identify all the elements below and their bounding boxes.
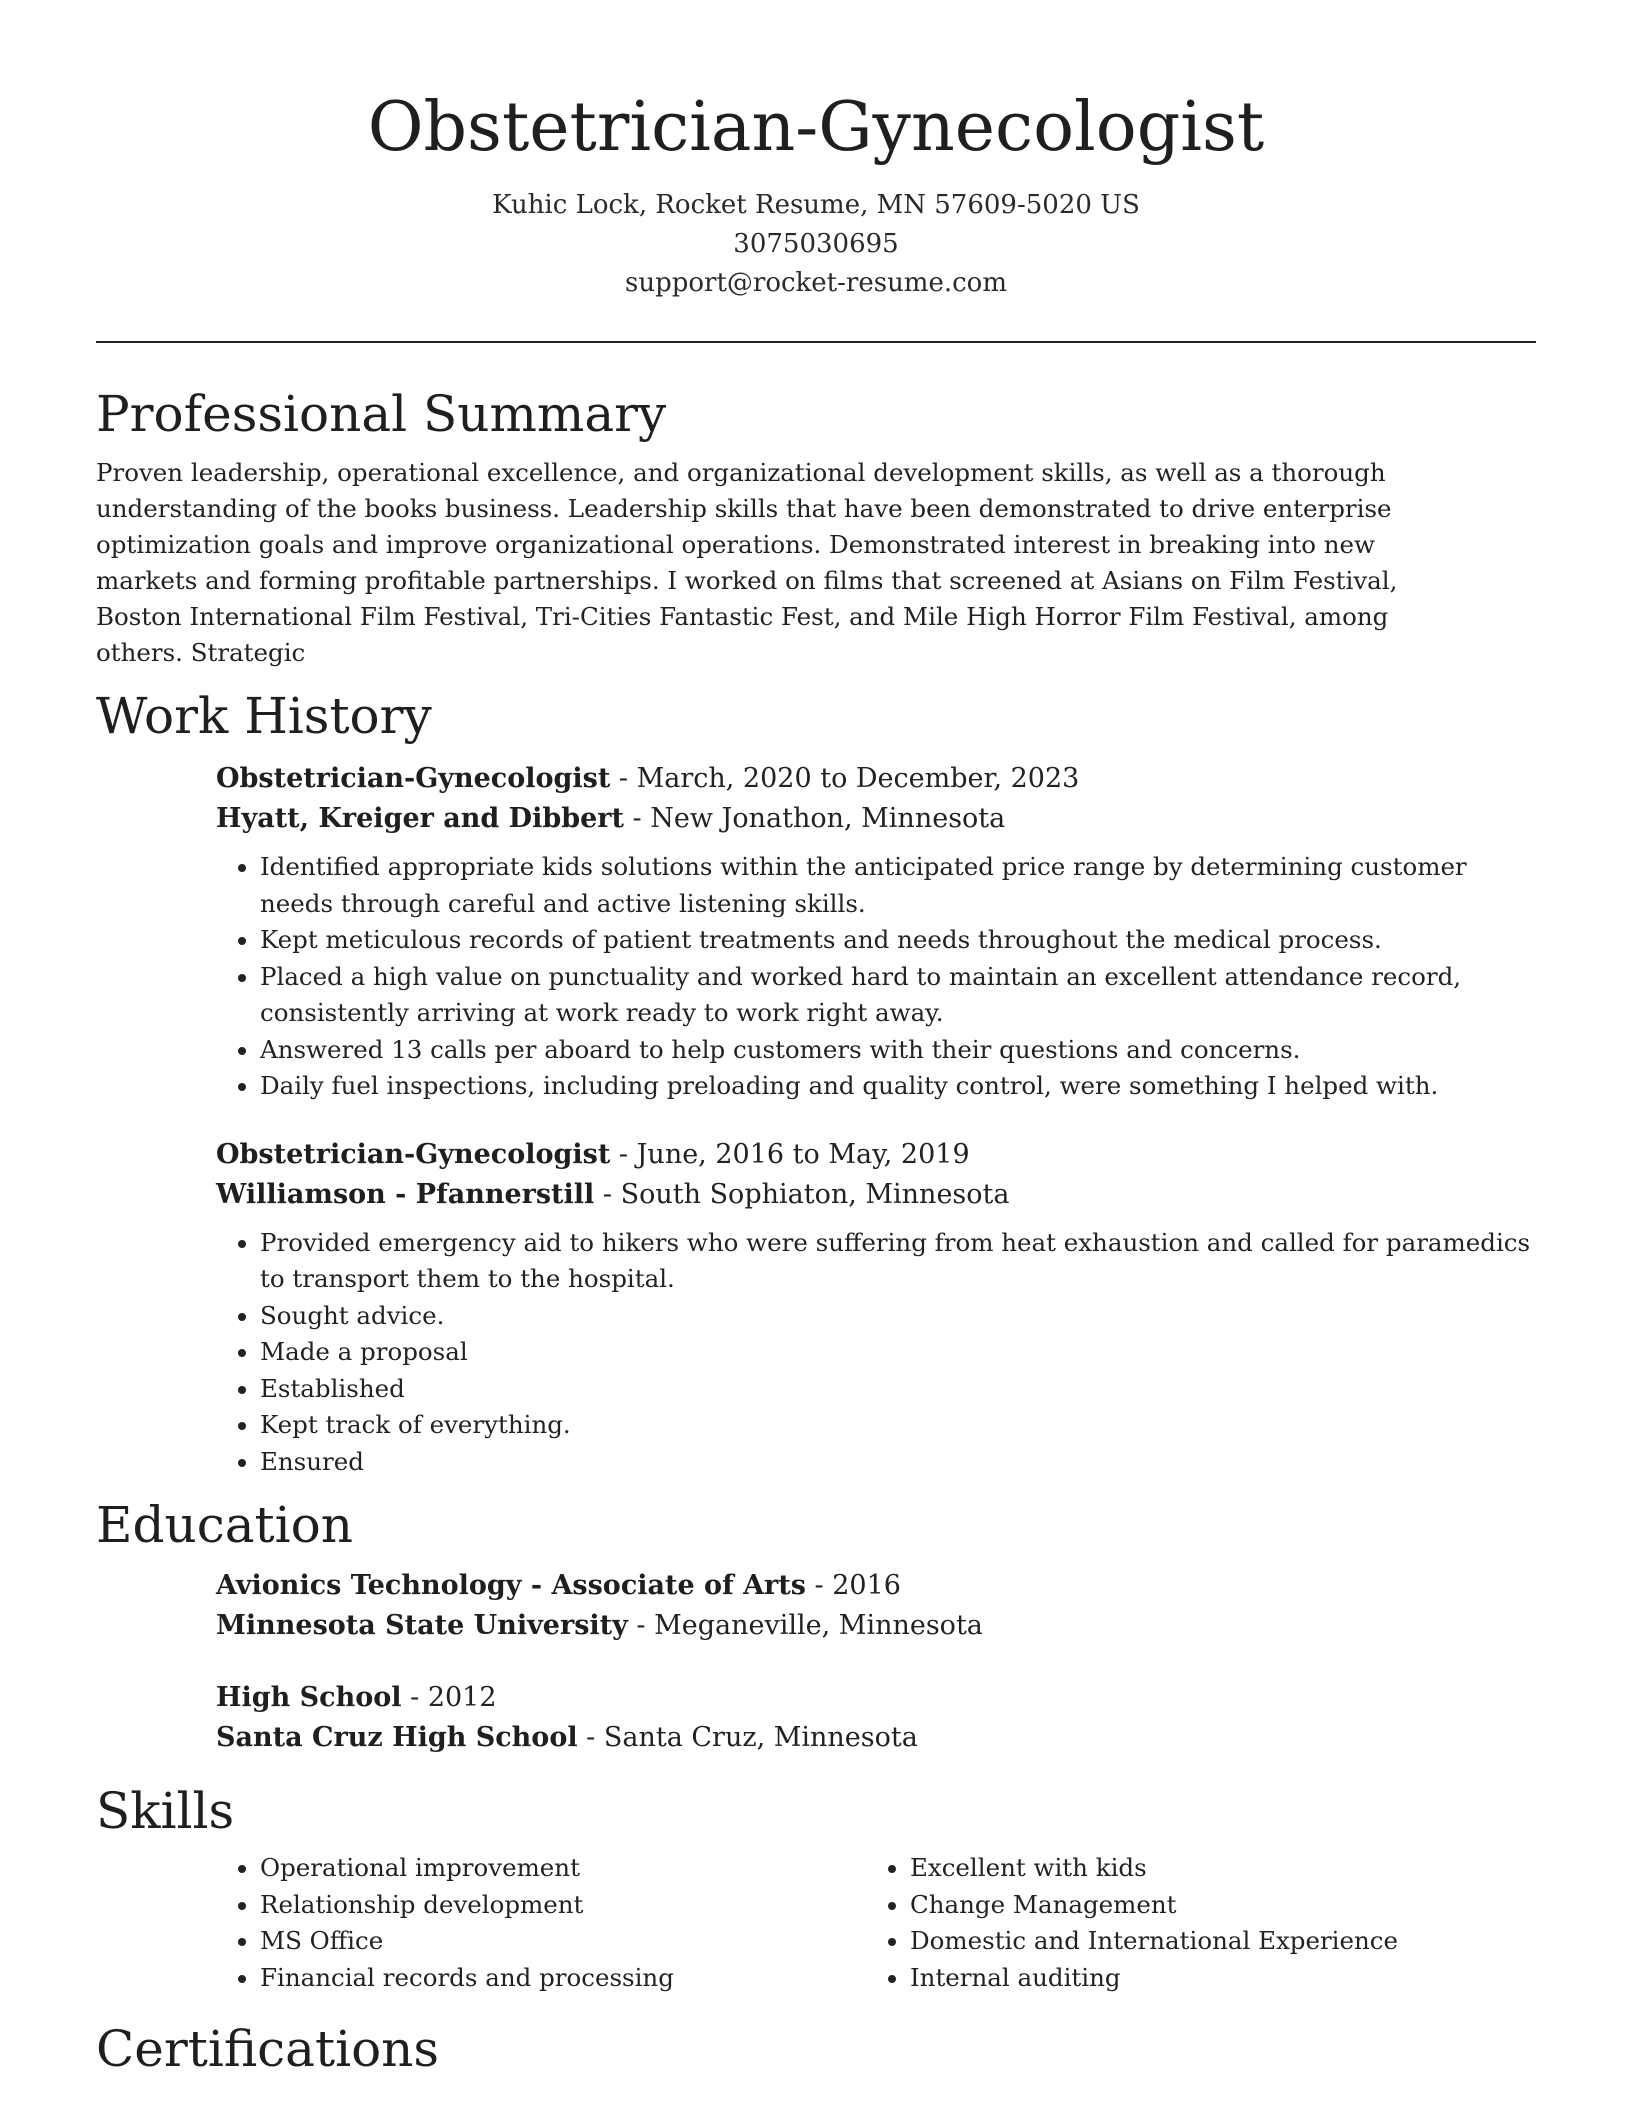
certifications-section (96, 2018, 1536, 2080)
education-school: Santa Cruz High School (216, 1722, 578, 1753)
job-bullet: • Kept meticulous records of patient treatments and needs throughout the medical process. (260, 922, 1536, 959)
job-bullet: • Ensured (260, 1444, 1536, 1481)
education-degree-line (216, 1678, 1536, 1718)
job-bullets (216, 849, 1536, 1105)
job-title-line (216, 759, 1536, 799)
job-bullet: • Identified appropriate kids solutions within the anticipated price range by determining customer needs through careful and active listening skills. (260, 849, 1536, 922)
education-school: Minnesota State University (216, 1610, 628, 1641)
summary-heading: Professional Summary (96, 385, 667, 443)
education-school-line (216, 1718, 1536, 1758)
education-school-line (216, 1606, 1536, 1646)
contact-phone: 3075030695 (733, 229, 899, 259)
job-title-line (216, 1135, 1536, 1175)
job-company: Williamson - Pfannerstill (216, 1178, 595, 1210)
job-entry (216, 759, 1536, 1105)
education-degree-line (216, 1566, 1536, 1606)
candidate-name: Obstetrician-Gynecologist (367, 88, 1265, 167)
education-entry (216, 1566, 1536, 1646)
job-dates: - June, 2016 to May, 2019 (610, 1138, 970, 1170)
job-company: Hyatt, Kreiger and Dibbert (216, 803, 624, 834)
certifications-heading: Certifications (96, 2020, 440, 2078)
skill-item: • Excellent with kids (910, 1850, 1516, 1887)
job-bullet: • Sought advice. (260, 1298, 1536, 1335)
skills-heading: Skills (96, 1782, 235, 1840)
contact-address: Kuhic Lock, Rocket Resume, MN 57609-5020 US (492, 190, 1140, 220)
work-section (96, 685, 1536, 1480)
education-location: - Meganeville, Minnesota (627, 1610, 983, 1641)
skills-list (216, 1850, 866, 1996)
work-heading: Work History (96, 687, 432, 745)
skills-list (866, 1850, 1516, 1996)
job-role: Obstetrician-Gynecologist (216, 763, 611, 794)
skills-section (96, 1780, 1536, 1996)
resume-header (96, 0, 1536, 303)
job-location: - South Sophiaton, Minnesota (594, 1178, 1010, 1210)
job-location: - New Jonathon, Minnesota (623, 803, 1006, 834)
job-company-line (216, 799, 1536, 839)
education-year: - 2016 (805, 1570, 901, 1601)
job-dates: - March, 2020 to December, 2023 (610, 763, 1080, 794)
summary-text: Proven leadership, operational excellence, and organizational development skills, as well as a thorough understanding of the books business. Leadership skills that have been demonstrated to drive enterprise optimization goals and improve organizational operations. Demonstrated interest in breaking into new markets and forming profitable partnerships. I worked on films that screened at Asians on Film Festival, Boston International Film Festival, Tri-Cities Fantastic Fest, and Mile High Horror Film Festival, among others. Strategic (96, 458, 1398, 667)
skill-item: • MS Office (260, 1923, 866, 1960)
summary-section (96, 383, 1536, 671)
resume-page (96, 0, 1536, 2080)
skill-item: • Financial records and processing (260, 1960, 866, 1997)
job-bullet: • Daily fuel inspections, including preloading and quality control, were something I helped with. (260, 1068, 1536, 1105)
skill-item: • Internal auditing (910, 1960, 1516, 1997)
contact-email: support@rocket-resume.com (624, 268, 1007, 298)
job-bullets (216, 1225, 1536, 1481)
skill-item: • Operational improvement (260, 1850, 866, 1887)
skills-grid (216, 1842, 1536, 1996)
job-bullet: • Placed a high value on punctuality and worked hard to maintain an excellent attendance record, consistently arriving at work ready to work right away. (260, 959, 1536, 1032)
skills-column-right (866, 1842, 1516, 1996)
education-heading: Education (96, 1496, 353, 1554)
job-entry (216, 1135, 1536, 1481)
education-degree: Avionics Technology - Associate of Arts (216, 1570, 806, 1601)
job-bullet: • Kept track of everything. (260, 1407, 1536, 1444)
education-degree: High School (216, 1682, 402, 1713)
education-year: - 2012 (401, 1682, 497, 1713)
job-bullet: • Provided emergency aid to hikers who were suffering from heat exhaustion and called for paramedics to transport them to the hospital. (260, 1225, 1536, 1298)
header-divider (96, 341, 1536, 343)
job-bullet: • Established (260, 1371, 1536, 1408)
education-location: - Santa Cruz, Minnesota (577, 1722, 918, 1753)
job-company-line (216, 1175, 1536, 1215)
skills-column-left (216, 1842, 866, 1996)
job-role: Obstetrician-Gynecologist (216, 1138, 611, 1170)
job-bullet: • Made a proposal (260, 1334, 1536, 1371)
education-section (96, 1494, 1536, 1758)
job-bullet: • Answered 13 calls per aboard to help customers with their questions and concerns. (260, 1032, 1536, 1069)
skill-item: • Domestic and International Experience (910, 1923, 1516, 1960)
skill-item: • Change Management (910, 1887, 1516, 1924)
contact-block (96, 186, 1536, 303)
skill-item: • Relationship development (260, 1887, 866, 1924)
education-entry (216, 1678, 1536, 1758)
